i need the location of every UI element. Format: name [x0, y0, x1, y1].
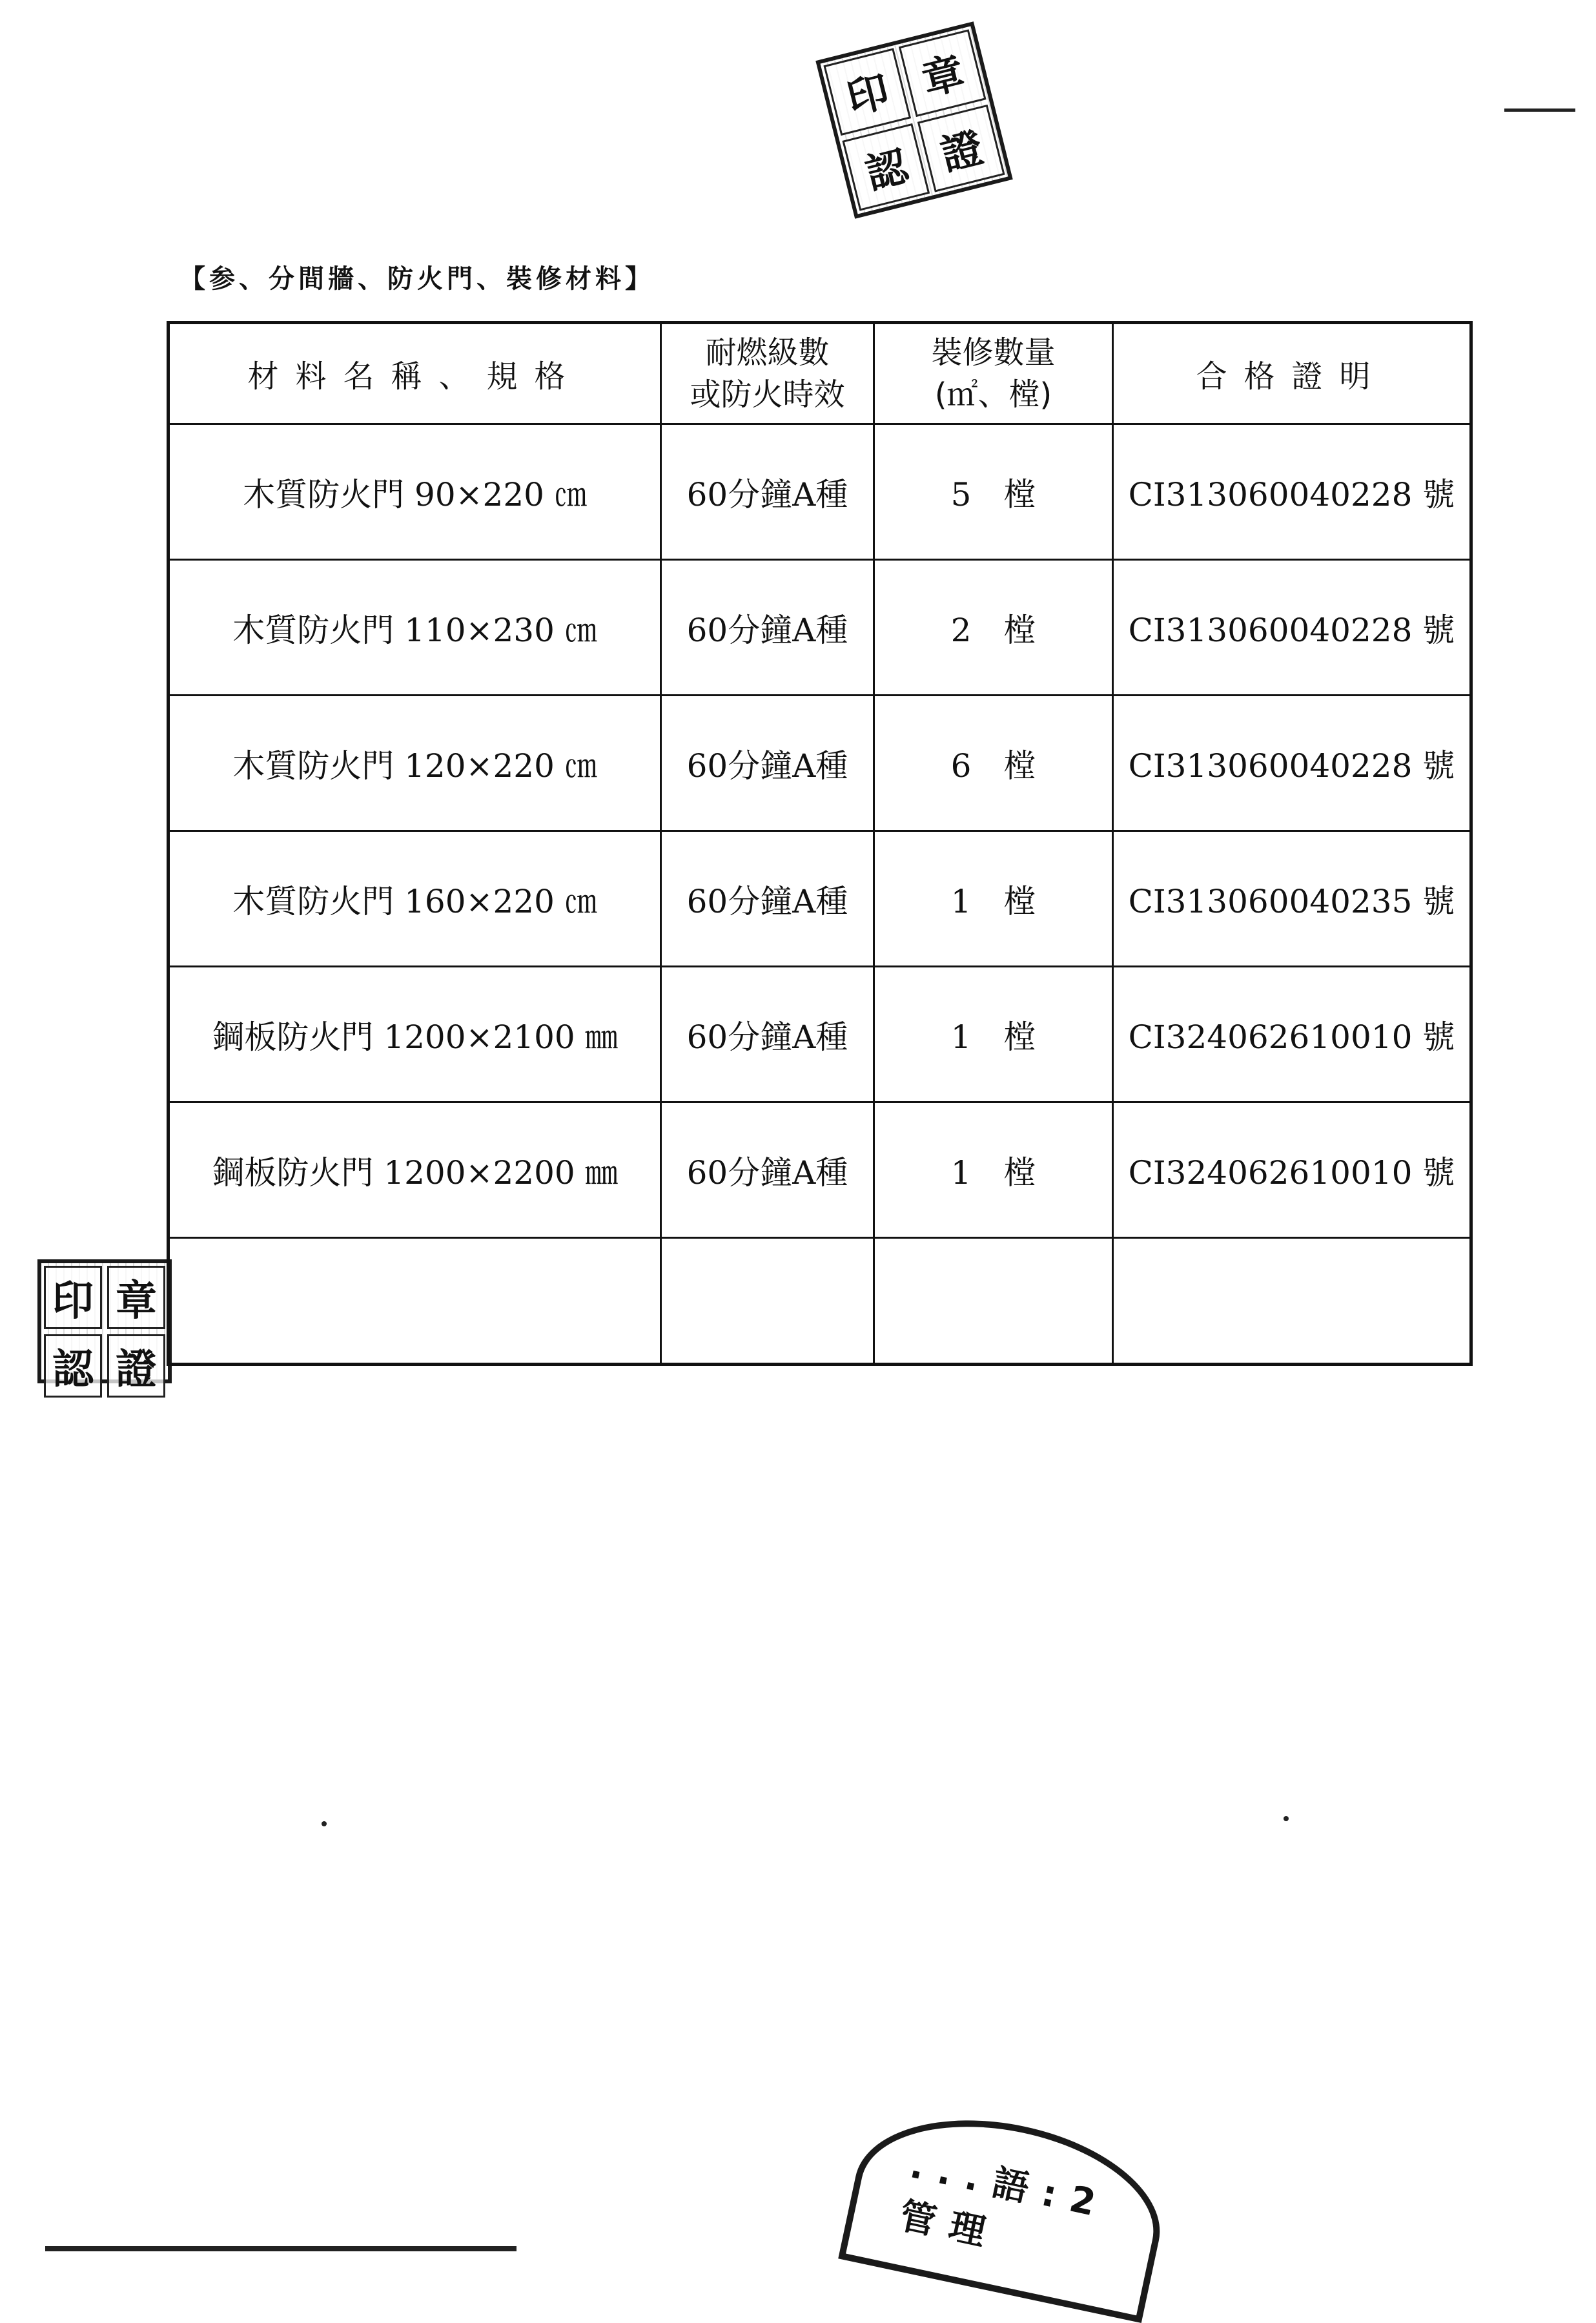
seal-glyph: 章 [899, 29, 987, 117]
seal-bottom-text: ...語:2 管理 [895, 2144, 1113, 2257]
seal-glyph: 印 [823, 48, 911, 136]
header-fire-rating-line1: 耐燃級數 [705, 334, 830, 371]
table-row [169, 1102, 1471, 1238]
cell-quantity: 1 樘 [874, 967, 1113, 1102]
cell-quantity: 1 樘 [874, 1102, 1113, 1238]
header-certificate: 合格證明 [1113, 323, 1471, 424]
cell-empty [1113, 1238, 1471, 1365]
cell-certificate: CI313060040228 號 [1113, 424, 1471, 560]
table-row [169, 967, 1471, 1102]
scan-dot [322, 1821, 327, 1826]
cell-name: 木質防火門 120×220 ㎝ [169, 696, 661, 831]
cell-quantity: 6 樘 [874, 696, 1113, 831]
cell-rating: 60分鐘A種 [661, 696, 874, 831]
header-name-spec: 材料名稱、規格 [169, 323, 661, 424]
cell-name: 鋼板防火門 1200×2200 ㎜ [169, 1102, 661, 1238]
cell-rating: 60分鐘A種 [661, 424, 874, 560]
header-quantity-line1: 裝修數量 [931, 334, 1056, 371]
seal-glyph: 印 [44, 1266, 102, 1329]
seal-stamp-left [37, 1259, 172, 1394]
cell-certificate: CI324062610010 號 [1113, 967, 1471, 1102]
cell-certificate: CI313060040235 號 [1113, 831, 1471, 967]
cell-empty [169, 1238, 661, 1365]
scan-mark [1504, 108, 1575, 112]
cell-name: 鋼板防火門 1200×2100 ㎜ [169, 967, 661, 1102]
seal-glyph: 證 [107, 1334, 165, 1398]
section-heading: 【参、分間牆、防火門、裝修材料】 [179, 264, 655, 294]
scan-mark [45, 2246, 517, 2251]
cell-quantity: 2 樘 [874, 560, 1113, 696]
table-row-empty [169, 1238, 1471, 1365]
table-header-row [169, 323, 1471, 424]
cell-empty [661, 1238, 874, 1365]
cell-quantity: 1 樘 [874, 831, 1113, 967]
seal-stamp-top [815, 21, 1012, 218]
table-row [169, 831, 1471, 967]
cell-rating: 60分鐘A種 [661, 967, 874, 1102]
header-quantity [874, 323, 1113, 424]
header-quantity-line2: (㎡、樘) [934, 376, 1052, 413]
scan-dot [1284, 1816, 1289, 1821]
cell-name: 木質防火門 110×230 ㎝ [169, 560, 661, 696]
cell-rating: 60分鐘A種 [661, 1102, 874, 1238]
header-fire-rating [661, 323, 874, 424]
table-row [169, 696, 1471, 831]
cell-certificate: CI324062610010 號 [1113, 1102, 1471, 1238]
materials-table [167, 321, 1473, 1366]
cell-certificate: CI313060040228 號 [1113, 560, 1471, 696]
cell-certificate: CI313060040228 號 [1113, 696, 1471, 831]
seal-glyph: 證 [917, 105, 1005, 192]
cell-name: 木質防火門 160×220 ㎝ [169, 831, 661, 967]
cell-rating: 60分鐘A種 [661, 560, 874, 696]
table-row [169, 560, 1471, 696]
seal-round-bottom [838, 2094, 1176, 2323]
seal-glyph: 認 [842, 123, 930, 211]
header-fire-rating-line2: 或防火時效 [690, 376, 845, 413]
seal-glyph: 章 [107, 1266, 165, 1329]
cell-name: 木質防火門 90×220 ㎝ [169, 424, 661, 560]
cell-empty [874, 1238, 1113, 1365]
table-row [169, 424, 1471, 560]
seal-glyph: 認 [44, 1334, 102, 1398]
cell-quantity: 5 樘 [874, 424, 1113, 560]
cell-rating: 60分鐘A種 [661, 831, 874, 967]
